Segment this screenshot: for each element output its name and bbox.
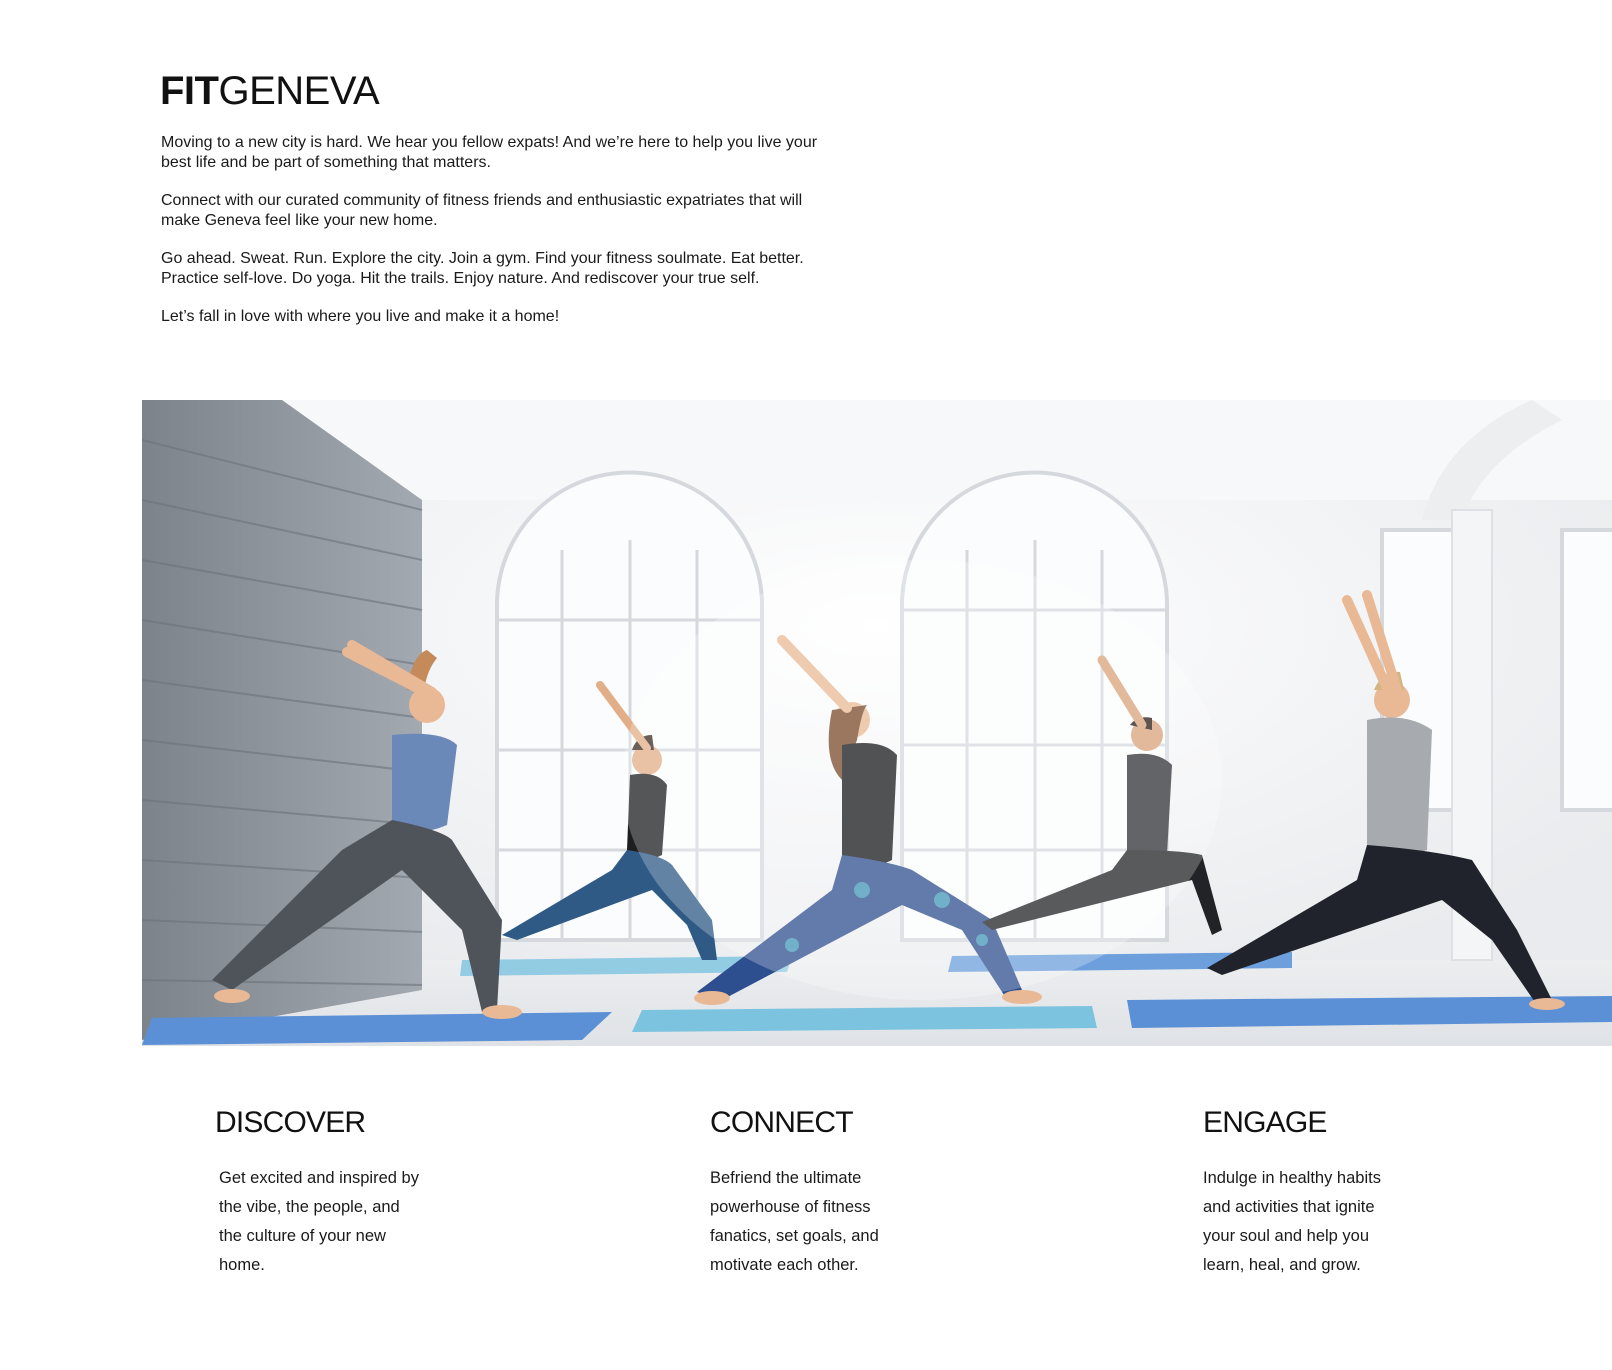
intro-paragraph: Let’s fall in love with where you live and make it a home! — [161, 308, 560, 325]
feature-connect — [710, 1105, 1030, 1280]
logo-light-text: GENEVA — [218, 69, 380, 113]
hero-image-yoga-class — [142, 400, 1612, 1046]
intro-paragraph: Moving to a new city is hard. We hear you fellow expats! And we’re here to help you live your best life and be part of something that matters. — [161, 134, 818, 171]
site-logo[interactable] — [160, 66, 379, 116]
intro-paragraph: Connect with our curated community of fitness friends and enthusiastic expatriates that will make Geneva feel like your new home. — [161, 192, 803, 229]
feature-description: Befriend the ultimate powerhouse of fitness fanatics, set goals, and motivate each other. — [710, 1169, 879, 1274]
feature-discover — [215, 1105, 535, 1280]
intro-text — [161, 133, 821, 346]
feature-engage — [1203, 1105, 1523, 1280]
feature-description: Indulge in healthy habits and activities that ignite your soul and help you learn, heal, and grow. — [1203, 1169, 1381, 1274]
logo-bold-text: FIT — [160, 69, 219, 113]
feature-title: ENGAGE — [1203, 1106, 1327, 1139]
feature-description: Get excited and inspired by the vibe, the people, and the culture of your new home. — [219, 1169, 419, 1274]
feature-title: DISCOVER — [215, 1106, 366, 1139]
intro-paragraph: Go ahead. Sweat. Run. Explore the city. Join a gym. Find your fitness soulmate. Eat better. Practice self-love. Do yoga. Hit the trails. Enjoy nature. And rediscover your true self. — [161, 250, 804, 287]
feature-title: CONNECT — [710, 1106, 853, 1139]
